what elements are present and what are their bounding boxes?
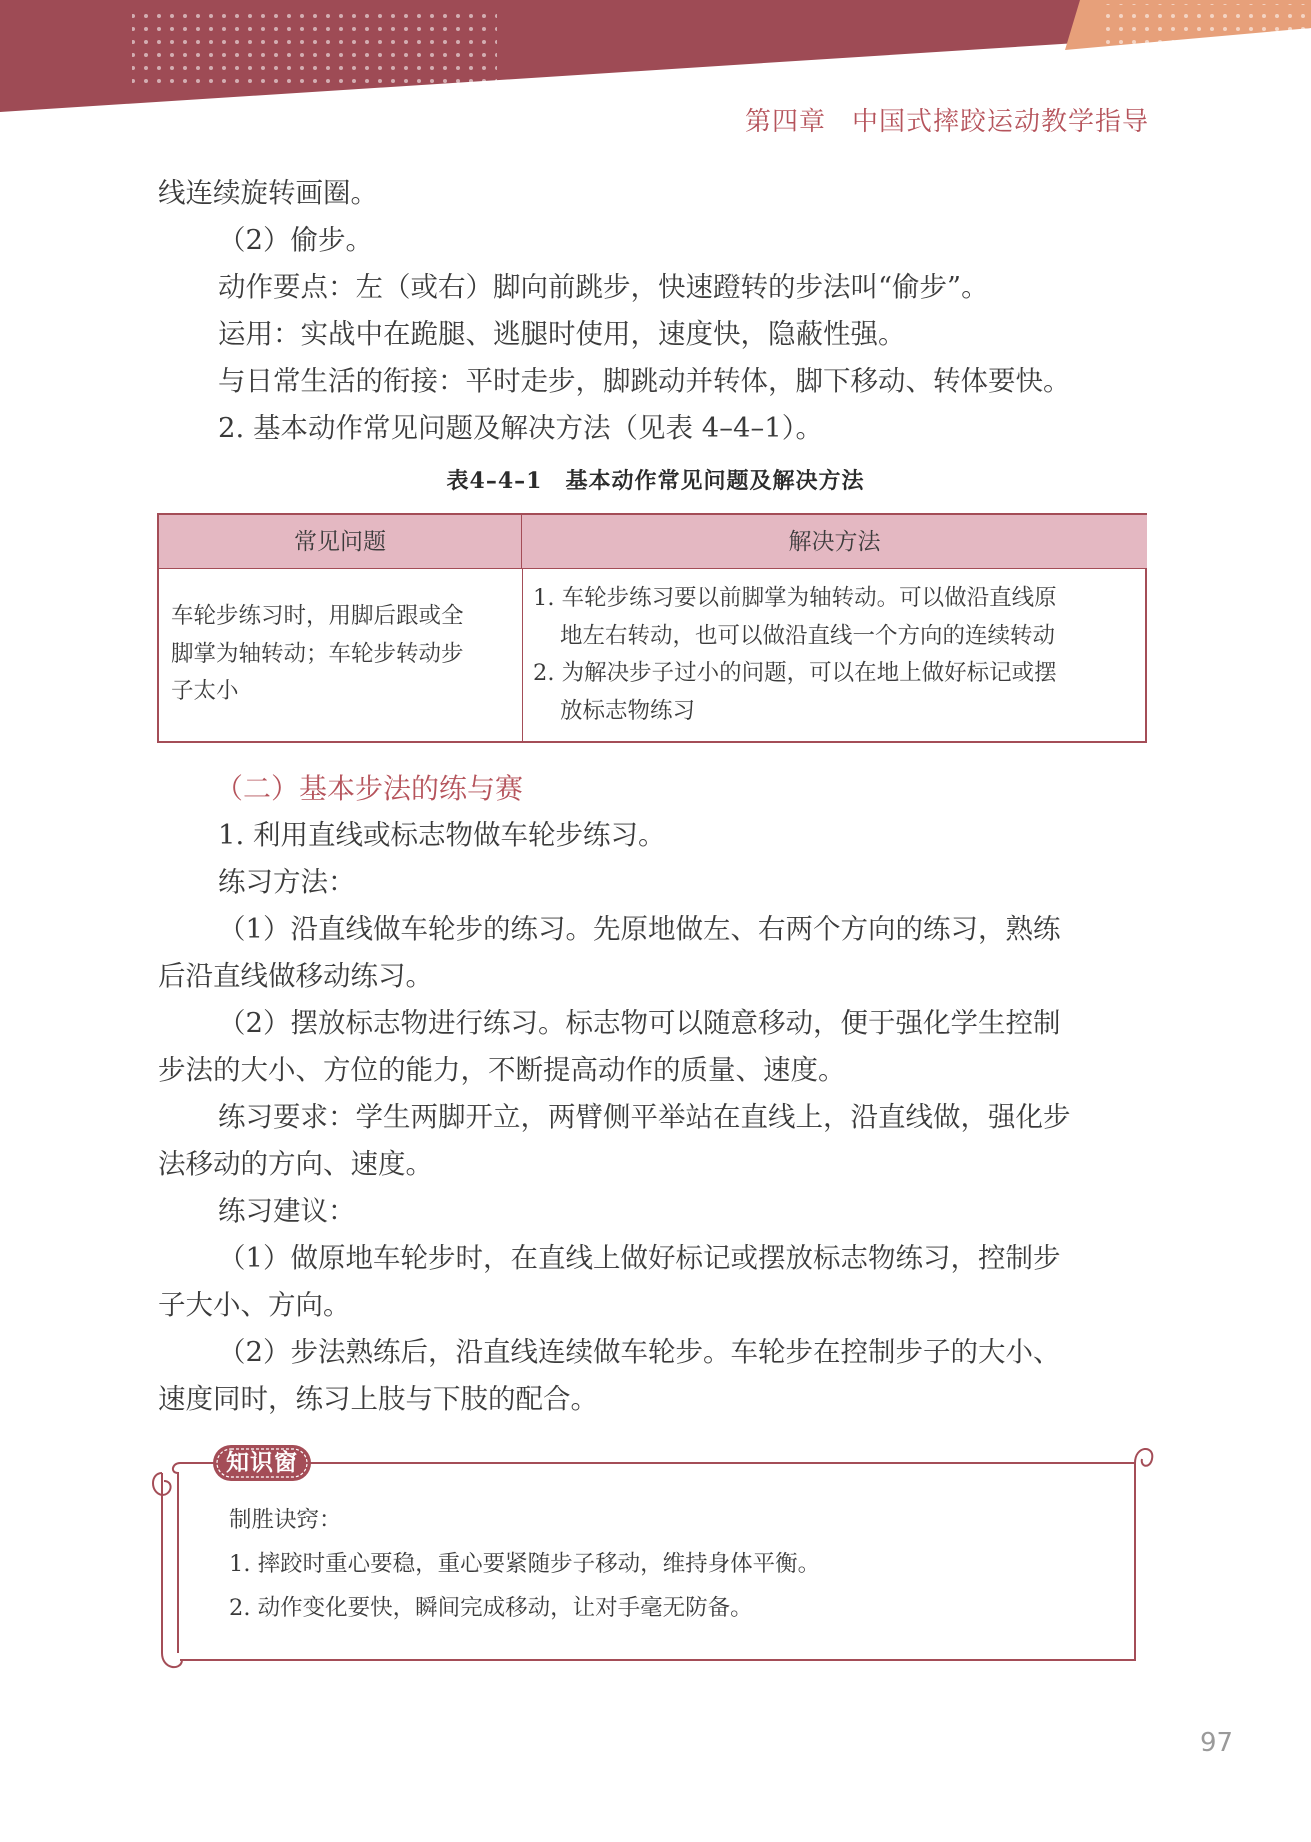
- table-cell-problem: [171, 598, 464, 711]
- paragraph-line: 速度同时，练习上肢与下肢的配合。: [158, 1383, 598, 1415]
- paragraph-line: 与日常生活的衔接：平时走步，脚跳动并转体，脚下移动、转体要快。: [218, 365, 1071, 397]
- chapter-number: 第四章: [744, 107, 826, 137]
- knowledge-badge-label: 知识窗: [226, 1450, 298, 1476]
- paragraph-line: 2. 基本动作常见问题及解决方法（见表 4–4–1）。: [218, 412, 823, 444]
- section-heading: （二）基本步法的练与赛: [215, 772, 524, 805]
- paragraph-line: （2）步法熟练后，沿直线连续做车轮步。车轮步在控制步子的大小、: [218, 1336, 1061, 1368]
- paragraph-line: 运用：实战中在跪腿、逃腿时使用，速度快，隐蔽性强。: [218, 318, 906, 350]
- paragraph-line: 练习要求：学生两脚开立，两臂侧平举站在直线上，沿直线做，强化步: [218, 1101, 1071, 1133]
- solution-line: 2. 为解决步子过小的问题，可以在地上做好标记或摆: [533, 660, 1057, 686]
- paragraph-line: 练习方法：: [218, 866, 356, 898]
- chapter-title: 中国式摔跤运动教学指导: [851, 107, 1149, 137]
- paragraph-line: （1）做原地车轮步时，在直线上做好标记或摆放标志物练习，控制步: [218, 1242, 1061, 1274]
- paragraph-line: 动作要点：左（或右）脚向前跳步，快速蹬转的步法叫“偷步”。: [218, 271, 989, 303]
- problems-table: [157, 513, 1147, 743]
- paragraph-line: 1. 利用直线或标志物做车轮步练习。: [218, 819, 666, 851]
- table-header-problem: 常见问题: [159, 515, 522, 569]
- dot-pattern-left: [132, 8, 497, 86]
- problem-line: 子太小: [171, 678, 239, 704]
- page-number: 97: [1200, 1728, 1234, 1758]
- paragraph-line: 线连续旋转画圈。: [158, 177, 378, 209]
- paragraph-line: （2）偷步。: [218, 224, 373, 256]
- knowledge-line: 1. 摔跤时重心要稳，重心要紧随步子移动，维持身体平衡。: [229, 1551, 821, 1577]
- paragraph-line: 法移动的方向、速度。: [158, 1148, 433, 1180]
- paragraph-line: 后沿直线做移动练习。: [158, 960, 433, 992]
- paragraph-line: 练习建议：: [218, 1195, 356, 1227]
- problem-line: 脚掌为轴转动；车轮步转动步: [171, 640, 464, 667]
- dot-pattern-right: [1105, 4, 1305, 50]
- solution-line: 地左右转动，也可以做沿直线一个方向的连续转动: [560, 622, 1056, 649]
- solution-line: 1. 车轮步练习要以前脚掌为轴转动。可以做沿直线原: [533, 585, 1057, 611]
- table-divider: [522, 569, 523, 743]
- paragraph-line: （2）摆放标志物进行练习。标志物可以随意移动，便于强化学生控制: [218, 1007, 1061, 1039]
- table-header-solution: 解决方法: [522, 515, 1147, 569]
- table-caption: 表4–4–1 基本动作常见问题及解决方法: [446, 468, 865, 494]
- paragraph-line: （1）沿直线做车轮步的练习。先原地做左、右两个方向的练习，熟练: [218, 913, 1061, 945]
- paragraph-line: 步法的大小、方位的能力，不断提高动作的质量、速度。: [158, 1054, 846, 1086]
- chapter-header: [745, 101, 1149, 138]
- top-banner: [0, 0, 1311, 112]
- paragraph-line: 子大小、方向。: [158, 1289, 351, 1321]
- table-cell-solution: [533, 580, 1057, 730]
- knowledge-line: 2. 动作变化要快，瞬间完成移动，让对手毫无防备。: [229, 1595, 753, 1621]
- solution-line: 放标志物练习: [560, 697, 696, 724]
- knowledge-line: 制胜诀窍：: [229, 1507, 342, 1533]
- problem-line: 车轮步练习时，用脚后跟或全: [171, 603, 464, 629]
